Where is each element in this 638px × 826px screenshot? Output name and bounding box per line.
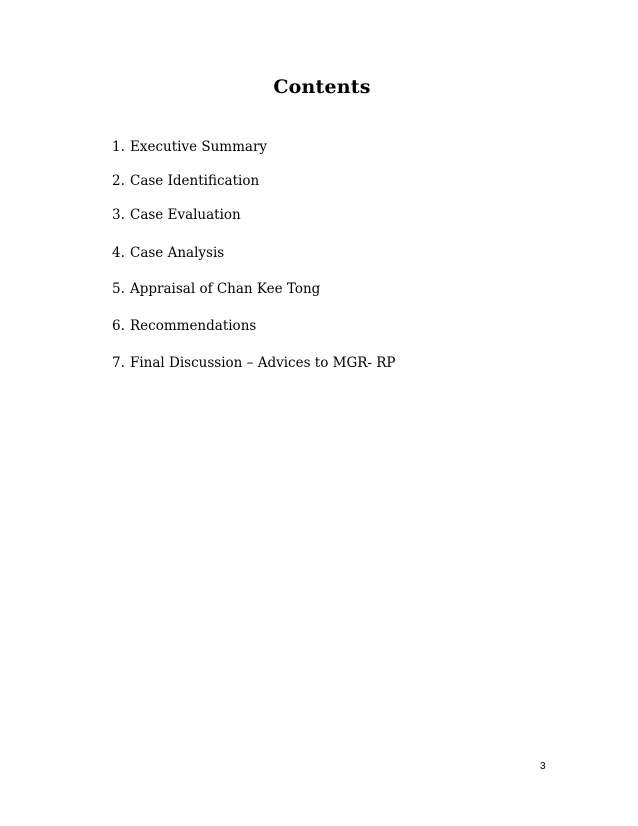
toc-item-number: 4. — [112, 245, 125, 261]
toc-item-executive-summary — [112, 138, 267, 156]
toc-item-label: Executive Summary — [130, 139, 268, 155]
toc-item-appraisal — [112, 280, 320, 298]
toc-item-number: 5. — [112, 281, 125, 297]
page-title: Contents — [273, 76, 371, 98]
toc-item-recommendations — [112, 317, 256, 335]
toc-item-final-discussion — [112, 354, 396, 372]
toc-item-label: Final Discussion – Advices to MGR- RP — [130, 355, 396, 371]
toc-item-case-identification — [112, 172, 259, 190]
toc-item-number: 6. — [112, 318, 125, 334]
toc-item-label: Case Evaluation — [130, 207, 241, 223]
toc-item-case-analysis — [112, 244, 224, 262]
page-number: 3 — [540, 761, 546, 772]
toc-item-number: 1. — [112, 139, 125, 155]
toc-item-label: Recommendations — [130, 318, 257, 334]
toc-item-number: 7. — [112, 355, 125, 371]
toc-item-number: 3. — [112, 207, 125, 223]
toc-item-number: 2. — [112, 173, 125, 189]
toc-item-case-evaluation — [112, 206, 241, 224]
toc-item-label: Case Analysis — [130, 245, 225, 261]
toc-item-label: Appraisal of Chan Kee Tong — [130, 281, 321, 297]
toc-item-label: Case Identification — [130, 173, 260, 189]
